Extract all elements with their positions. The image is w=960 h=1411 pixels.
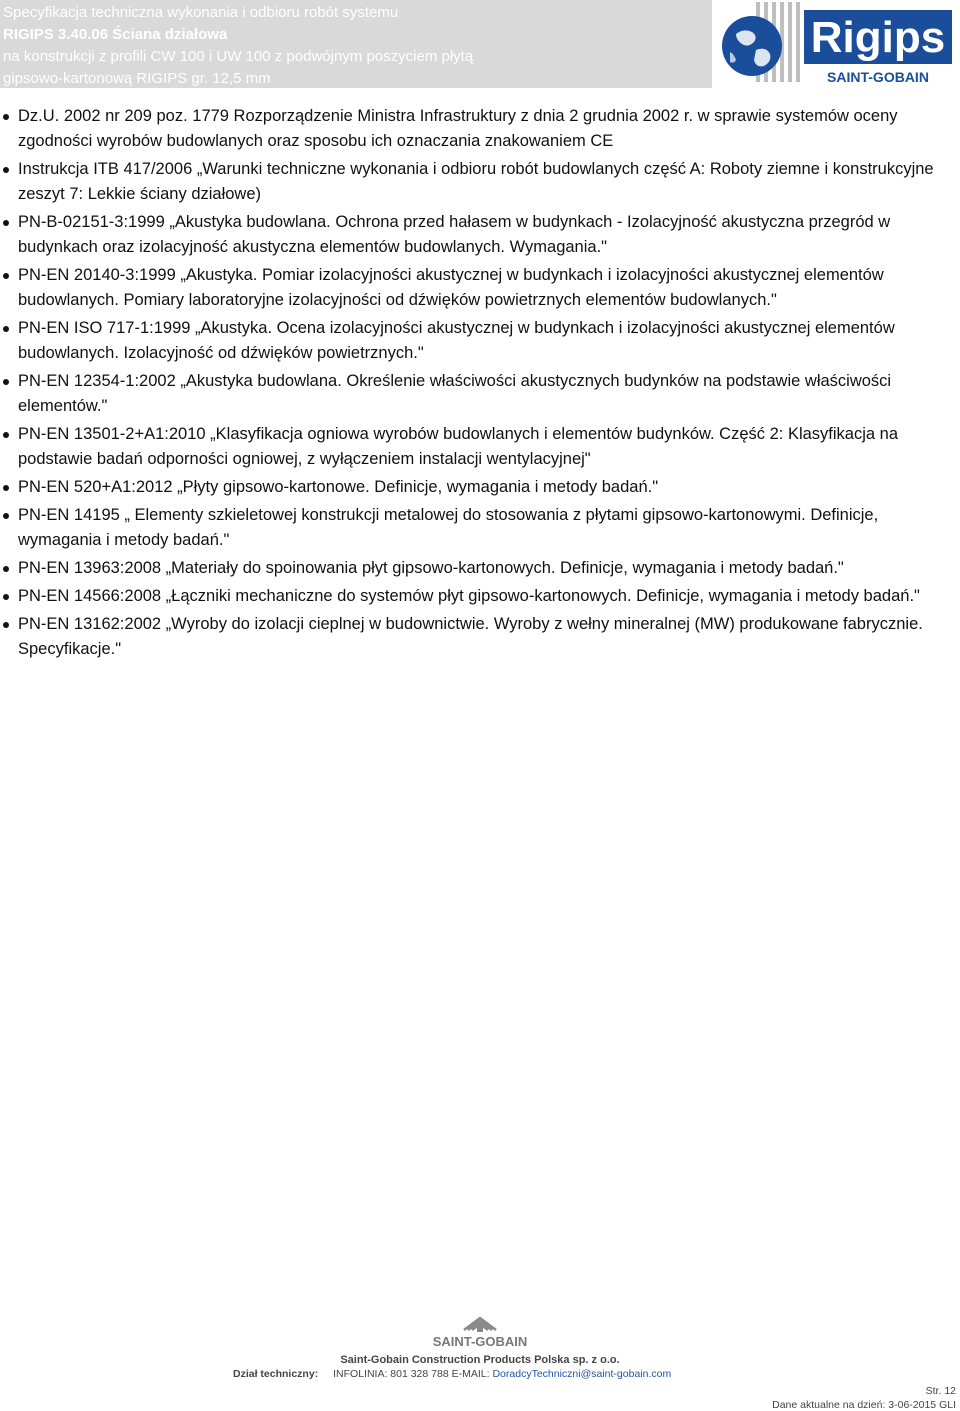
list-item [0, 157, 960, 207]
bullet-icon [3, 114, 9, 120]
list-item-text: PN-EN 14566:2008 „Łączniki mechaniczne do systemów płyt gipsowo-kartonowych. Definicje, wymagania i metody badań." [18, 587, 920, 605]
list-item-text: PN-EN 520+A1:2012 „Płyty gipsowo-kartonowe. Definicje, wymagania i metody badań." [18, 478, 659, 496]
list-item-text: PN-EN 20140-3:1999 „Akustyka. Pomiar izolacyjności akustycznej w budynkach i izolacyjności akustycznej elementów budowlanych. Pomiary laboratoryjne izolacyjności od dźwięków powietrznych elementów budowlanych." [18, 266, 884, 309]
bullet-icon [3, 594, 9, 600]
list-item-text: PN-EN 12354-1:2002 „Akustyka budowlana. Określenie właściwości akustycznych budynków na podstawie właściwości elementów." [18, 372, 892, 415]
list-item [0, 369, 960, 419]
globe-icon [722, 16, 782, 76]
email-label: E-MAIL: [451, 1368, 490, 1380]
list-item [0, 422, 960, 472]
bullet-icon [3, 566, 9, 572]
list-item [0, 316, 960, 366]
rigips-logo-text: Rigips [810, 13, 946, 62]
standards-list [0, 104, 960, 665]
list-item-text: Dz.U. 2002 nr 209 poz. 1779 Rozporządzenie Ministra Infrastruktury z dnia 2 grudnia 2002 r. w sprawie systemów oceny zgodności wyrobów budowlanych oraz sposobu ich oznaczania znakowaniem CE [18, 107, 898, 150]
header-title-line-4: gipsowo-kartonową RIGIPS gr. 12,5 mm [3, 70, 271, 87]
list-item [0, 612, 960, 662]
saint-gobain-logo-text: SAINT-GOBAIN [827, 69, 929, 85]
list-item [0, 104, 960, 154]
page-footer [0, 1310, 960, 1410]
bullet-icon [3, 513, 9, 519]
header-title-line-2: RIGIPS 3.40.06 Ściana działowa [3, 26, 228, 43]
list-item-text: PN-EN 13162:2002 „Wyroby do izolacji cieplnej w budownictwie. Wyroby z wełny mineralnej (MW) produkowane fabrycznie. Specyfikacje." [18, 615, 923, 658]
saint-gobain-house-icon [424, 1310, 536, 1350]
header-title-line-3: na konstrukcji z profili CW 100 i UW 100 z podwójnym poszyciem płytą [3, 48, 474, 65]
list-item-text: PN-B-02151-3:1999 „Akustyka budowlana. Ochrona przed hałasem w budynkach - Izolacyjność akustyczna przegród w budynkach oraz izolacyjność akustyczna elementów budowlanych. Wymagania." [18, 213, 891, 256]
data-date: Dane aktualne na dzień: 3-06-2015 GLI [772, 1399, 956, 1411]
header-title-line-1: Specyfikacja techniczna wykonania i odbioru robót systemu [3, 4, 399, 21]
bullet-icon [3, 432, 9, 438]
list-item-text: PN-EN 14195 „ Elementy szkieletowej konstrukcji metalowej do stosowania z płytami gipsowo-kartonowymi. Definicje, wymagania i metody badań." [18, 506, 879, 549]
list-item [0, 503, 960, 553]
hotline: INFOLINIA: 801 328 788 [333, 1368, 449, 1380]
email-link[interactable]: DoradcyTechniczni@saint-gobain.com [492, 1368, 672, 1380]
bullet-icon [3, 273, 9, 279]
bullet-icon [3, 167, 9, 173]
bullet-icon [3, 326, 9, 332]
bullet-icon [3, 622, 9, 628]
saint-gobain-footer-logo-text: SAINT-GOBAIN [432, 1334, 528, 1349]
list-item-text: PN-EN 13501-2+A1:2010 „Klasyfikacja ogniowa wyrobów budowlanych i elementów budynków. Część 2: Klasyfikacja na podstawie badań odporności ogniowej, z wyłączeniem instalacji wentylacyjnej" [18, 425, 899, 468]
rigips-logo [716, 0, 954, 90]
list-item-text: PN-EN ISO 717-1:1999 „Akustyka. Ocena izolacyjności akustycznej w budynkach i izolacyjności akustycznej elementów budowlanych. Izolacyjność od dźwięków powietrznych." [18, 319, 895, 362]
list-item-text: PN-EN 13963:2008 „Materiały do spoinowania płyt gipsowo-kartonowych. Definicje, wymagania i metody badań." [18, 559, 844, 577]
page-header [0, 0, 960, 95]
bullet-icon [3, 485, 9, 491]
bullet-icon [3, 379, 9, 385]
header-title-block [0, 0, 712, 88]
saint-gobain-footer-logo [424, 1310, 536, 1350]
list-item [0, 475, 960, 500]
rigips-logo-graphic [716, 0, 954, 90]
company-name: Saint-Gobain Construction Products Polska sp. z o.o. [340, 1354, 620, 1366]
list-item [0, 210, 960, 260]
list-item [0, 556, 960, 581]
department-label: Dział techniczny: [233, 1368, 319, 1380]
bullet-icon [3, 220, 9, 226]
page-number: Str. 12 [925, 1385, 956, 1397]
list-item [0, 263, 960, 313]
list-item-text: Instrukcja ITB 417/2006 „Warunki techniczne wykonania i odbioru robót budowlanych część A: Roboty ziemne i konstrukcyjne zeszyt 7: Lekkie ściany działowe) [18, 160, 934, 203]
list-item [0, 584, 960, 609]
contact-line [233, 1368, 671, 1380]
